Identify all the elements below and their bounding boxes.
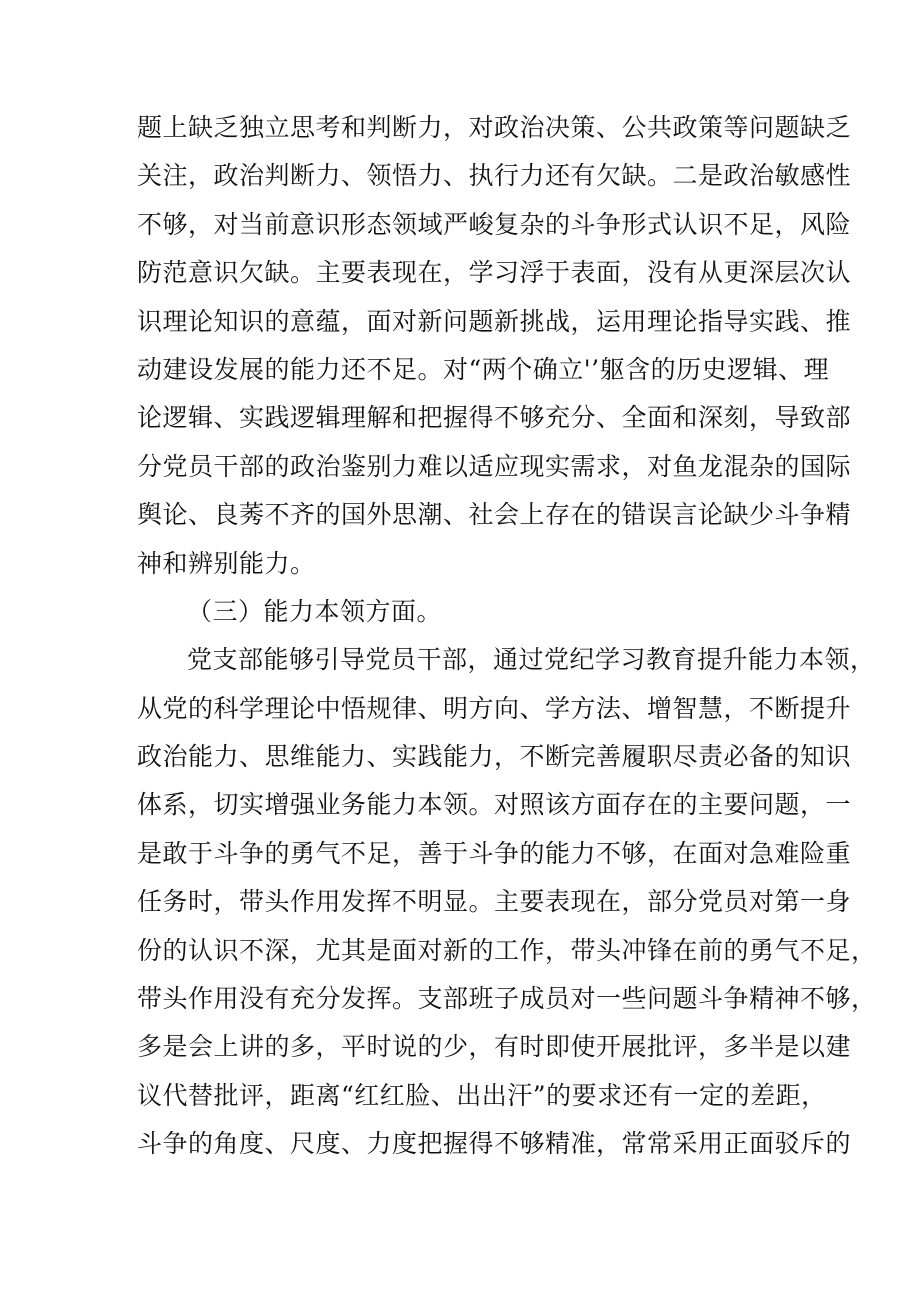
paragraph-ability — [137, 636, 877, 1168]
text-line: 任务时，带头作用发挥不明显。主要表现在，部分党员对第一身 — [137, 887, 852, 917]
text-line: 带头作用没有充分发挥。支部班子成员对一些问题斗争精神不够， — [137, 984, 877, 1014]
text-line: 防范意识欠缺。主要表现在，学习浮于表面，没有从更深层次认 — [137, 258, 852, 288]
paragraph-continued — [137, 104, 852, 588]
text-line: 识理论知识的意蕴，面对新问题新挑战，运用理论指导实践、推 — [137, 306, 852, 336]
text-line: 斗争的角度、尺度、力度把握得不够精准，常常采用正面驳斥的 — [137, 1129, 852, 1159]
document-body — [137, 104, 877, 1169]
text-line: 从党的科学理论中悟规律、明方向、学方法、增智慧，不断提升 — [137, 693, 852, 723]
text-line: 多是会上讲的多，平时说的少，有时即使开展批评，多半是以建 — [137, 1032, 852, 1062]
text-line: 论逻辑、实践逻辑理解和把握得不够充分、全面和深刻，导致部 — [137, 403, 852, 433]
text-line: 份的认识不深，尤其是面对新的工作，带头冲锋在前的勇气不足， — [137, 935, 877, 965]
section-heading: （三）能力本领方面。 — [187, 596, 443, 626]
text-line: 关注，政治判断力、领悟力、执行力还有欠缺。二是政治敏感性 — [137, 161, 852, 191]
text-line: 政治能力、思维能力、实践能力，不断完善履职尽责必备的知识 — [137, 742, 852, 772]
text-line: 分党员干部的政治鉴别力难以适应现实需求，对鱼龙混杂的国际 — [137, 451, 852, 481]
text-line: 舆论、良莠不齐的国外思潮、社会上存在的错误言论缺少斗争精 — [137, 500, 852, 530]
text-line: 体系，切实增强业务能力本领。对照该方面存在的主要问题，一 — [137, 790, 852, 820]
text-line: 党支部能够引导党员干部，通过党纪学习教育提升能力本领， — [187, 645, 876, 675]
text-line: 动建设发展的能力还不足。对“两个确立'’躯含的历史逻辑、理 — [137, 354, 830, 384]
text-line: 题上缺乏独立思考和判断力，对政治决策、公共政策等问题缺乏 — [137, 113, 852, 142]
text-line: 是敢于斗争的勇气不足，善于斗争的能力不够，在面对急难险重 — [137, 838, 852, 868]
text-line: 议代替批评，距离“红红脸、出出汗”的要求还有一定的差距， — [137, 1080, 827, 1110]
text-line: 神和辨别能力。 — [137, 548, 316, 578]
text-line: 不够，对当前意识形态领域严峻复杂的斗争形式认识不足，风险 — [137, 209, 852, 239]
